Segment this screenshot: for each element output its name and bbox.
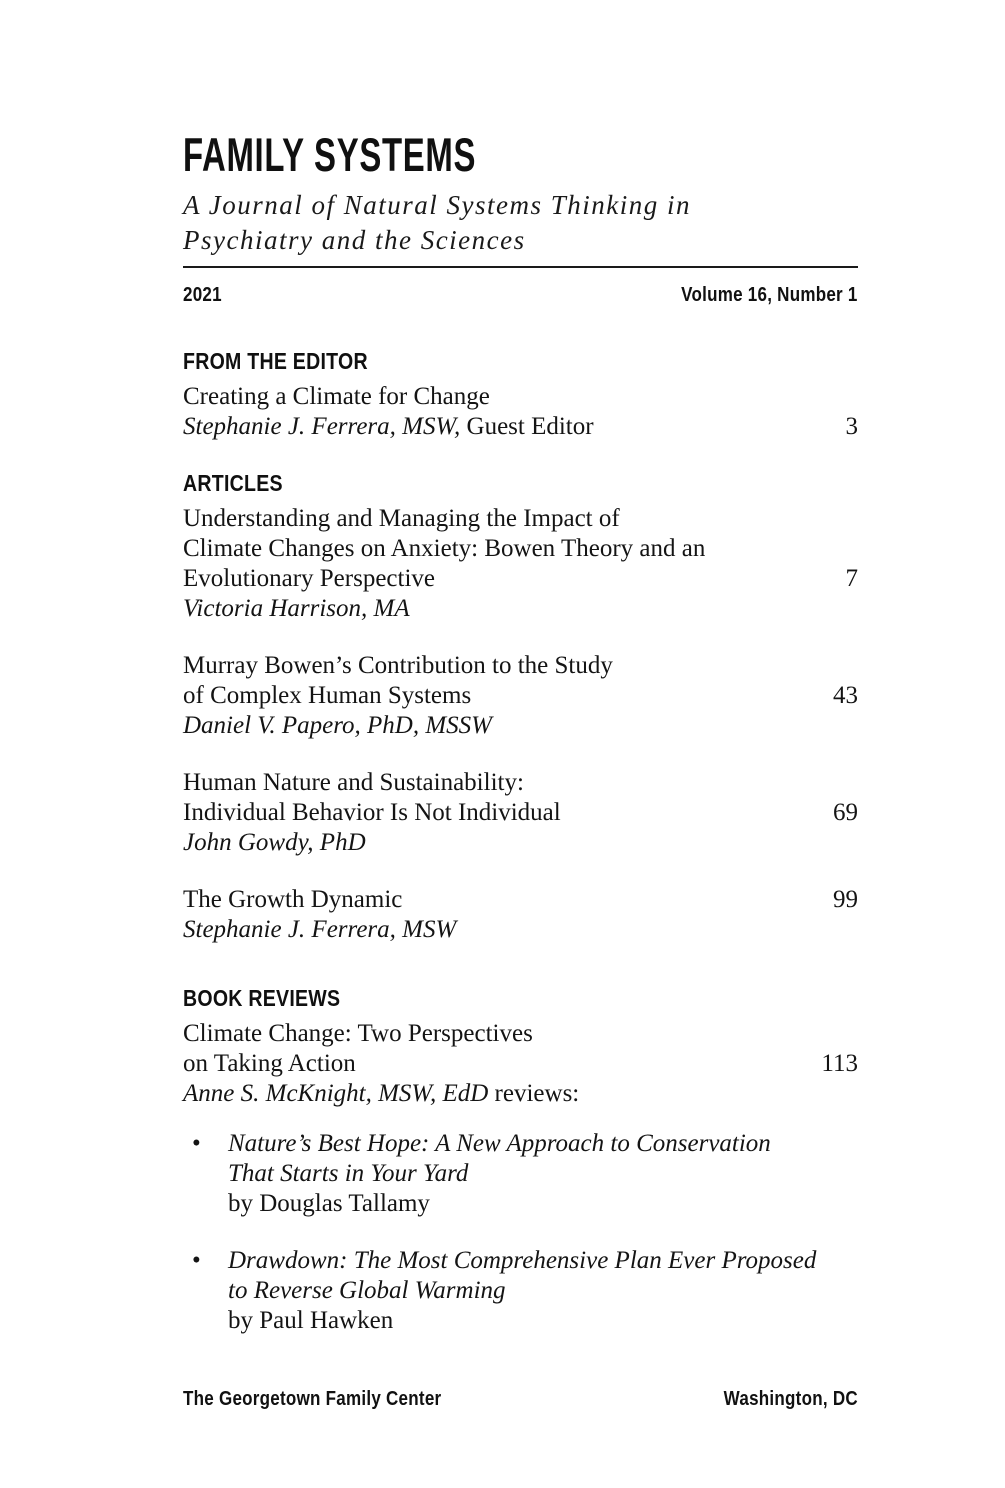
section-heading: FROM THE EDITOR <box>183 348 368 374</box>
publisher-name: The Georgetown Family Center <box>183 1388 442 1410</box>
toc-entry <box>183 651 858 741</box>
section-articles <box>183 470 858 945</box>
section-from-the-editor <box>183 348 858 442</box>
toc-line <box>183 1079 858 1109</box>
line-text: on Taking Action <box>183 1050 356 1077</box>
toc-line <box>183 594 858 624</box>
bullet-icon: • <box>192 1247 201 1274</box>
toc-entry <box>183 1019 858 1109</box>
book-title-line: That Starts in Your Yard <box>228 1160 469 1187</box>
line-text: Individual Behavior Is Not Individual <box>183 799 561 826</box>
page-number: 3 <box>845 413 858 440</box>
toc-line <box>183 504 858 534</box>
issue-volume: Volume 16, Number 1 <box>681 284 858 306</box>
toc-line <box>183 828 858 858</box>
section-heading-row <box>183 348 858 378</box>
section-heading: ARTICLES <box>183 470 283 496</box>
section-heading-row <box>183 470 858 500</box>
author-name: John Gowdy, PhD <box>183 829 366 856</box>
toc-line <box>183 382 858 412</box>
book-item <box>183 1129 858 1219</box>
journal-subtitle <box>183 188 858 258</box>
header-divider <box>183 266 858 268</box>
toc-line <box>183 711 858 741</box>
page-number: 99 <box>833 886 858 913</box>
author-name: Stephanie J. Ferrera, MSW <box>183 916 457 943</box>
line-text: Guest Editor <box>460 413 594 440</box>
book-title-line: Nature’s Best Hope: A New Approach to Conservation <box>228 1130 771 1157</box>
author-name: Victoria Harrison, MA <box>183 595 410 622</box>
subtitle-line: A Journal of Natural Systems Thinking in <box>183 190 692 220</box>
reviewer-name: Anne S. McKnight, MSW, EdD <box>183 1080 489 1107</box>
page-number: 43 <box>833 682 858 709</box>
book-title-line: Drawdown: The Most Comprehensive Plan Ever Proposed <box>228 1247 817 1274</box>
page-content <box>183 0 858 1336</box>
line-text: Evolutionary Perspective <box>183 565 436 592</box>
subtitle-line: Psychiatry and the Sciences <box>183 225 526 255</box>
toc-line <box>183 885 858 915</box>
toc-line <box>183 768 858 798</box>
bullet-icon: • <box>192 1130 201 1157</box>
author-name: Stephanie J. Ferrera, MSW, <box>183 413 461 440</box>
toc-line <box>183 681 858 711</box>
reviewed-books-list <box>183 1129 858 1336</box>
line-text: Murray Bowen’s Contribution to the Study <box>183 652 613 679</box>
page-footer <box>183 1386 858 1412</box>
toc-entry <box>183 504 858 624</box>
toc-line <box>183 412 858 442</box>
toc-entry <box>183 768 858 858</box>
page-number: 7 <box>845 565 858 592</box>
book-title-line: to Reverse Global Warming <box>228 1277 506 1304</box>
toc-line <box>183 915 858 945</box>
line-text: Human Nature and Sustainability: <box>183 769 524 796</box>
issue-meta-row <box>183 282 858 308</box>
page-number: 69 <box>833 799 858 826</box>
author-name: Daniel V. Papero, PhD, MSSW <box>183 712 492 739</box>
toc-line <box>183 564 858 594</box>
toc-line <box>183 1019 858 1049</box>
section-heading: BOOK REVIEWS <box>183 985 341 1011</box>
section-book-reviews <box>183 985 858 1336</box>
issue-year: 2021 <box>183 284 222 306</box>
book-byline: by Douglas Tallamy <box>228 1190 430 1217</box>
page-number: 113 <box>821 1050 858 1077</box>
toc-line <box>183 798 858 828</box>
line-text: Climate Change: Two Perspectives <box>183 1020 533 1047</box>
book-details <box>228 1129 858 1219</box>
line-text: reviews: <box>488 1080 580 1107</box>
toc-entry <box>183 885 858 945</box>
toc-entry <box>183 382 858 442</box>
toc-line <box>183 651 858 681</box>
line-text: Understanding and Managing the Impact of <box>183 505 620 532</box>
line-text: of Complex Human Systems <box>183 682 472 709</box>
toc-line <box>183 1049 858 1079</box>
book-item <box>183 1246 858 1336</box>
toc-line <box>183 534 858 564</box>
section-heading-row <box>183 985 858 1015</box>
publisher-location: Washington, DC <box>723 1388 858 1410</box>
line-text: The Growth Dynamic <box>183 886 403 913</box>
line-text: Creating a Climate for Change <box>183 383 490 410</box>
book-details <box>228 1246 858 1336</box>
book-byline: by Paul Hawken <box>228 1307 394 1334</box>
line-text: Climate Changes on Anxiety: Bowen Theory and an <box>183 535 706 562</box>
journal-title: FAMILY SYSTEMS <box>183 128 477 181</box>
